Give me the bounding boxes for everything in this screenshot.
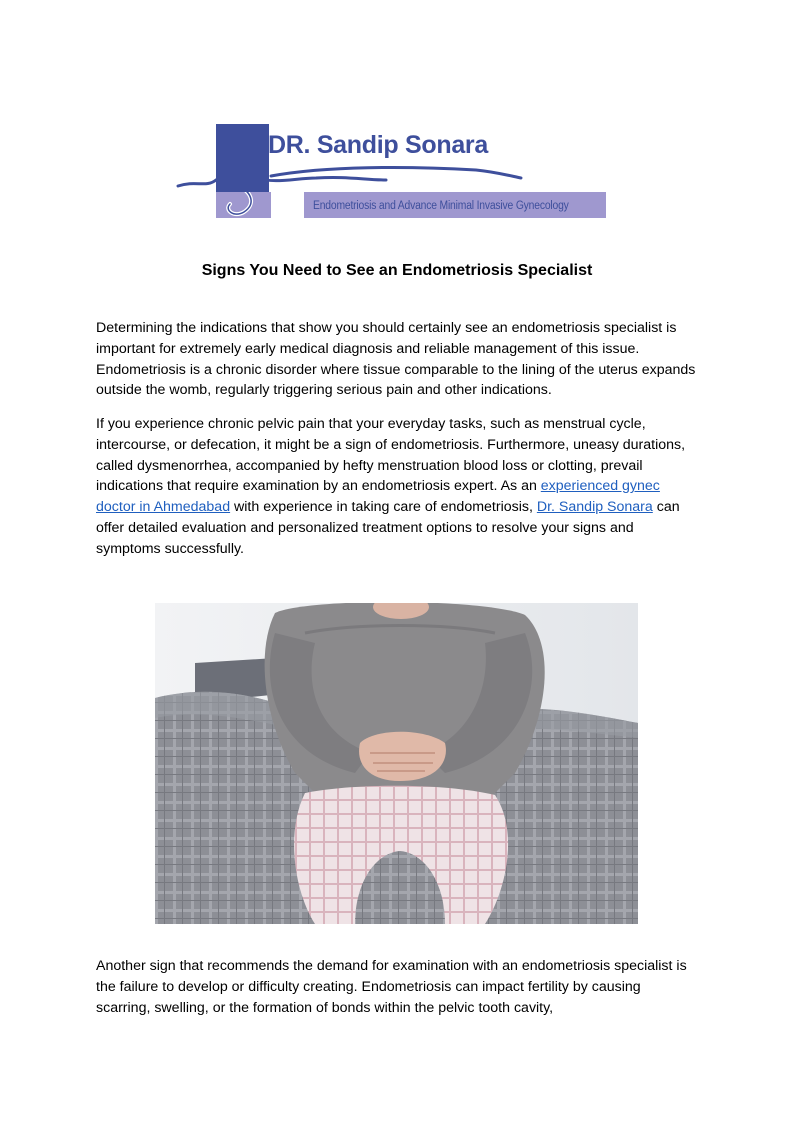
logo-dr: DR. xyxy=(268,131,311,159)
photo-illustration xyxy=(155,603,638,924)
paragraph-symptoms-text-2: with experience in taking care of endometriosis, xyxy=(230,499,537,516)
clinic-logo xyxy=(176,118,606,224)
gynec-doctor-link[interactable]: experienced gynec doctor in Ahmedabad xyxy=(96,478,660,516)
paragraph-symptoms-text-3: can offer detailed evaluation and personalized treatment options to resolve your signs and symptoms successfully. xyxy=(96,499,680,557)
logo-tagline: Endometriosis and Advance Minimal Invasive Gynecology xyxy=(313,200,569,212)
doctor-name-link[interactable]: Dr. Sandip Sonara xyxy=(536,499,653,516)
woman-abdominal-pain-photo xyxy=(155,603,638,924)
paragraph-fertility: Another sign that recommends the demand for examination with an endometriosis specialist is the failure to develop or difficulty creating. Endometriosis can impact fertility by causing scarring, swelling, or the formation of bonds within the pelvic tooth cavity, xyxy=(96,958,687,1016)
logo-block xyxy=(216,124,269,192)
article-title: Signs You Need to See an Endometriosis Specialist xyxy=(201,262,593,279)
paragraph-symptoms-text-1: If you experience chronic pelvic pain that your everyday tasks, such as menstrual cycle, intercourse, or defecation, it might be a sign of endometriosis. Furthermore, uneasy durations, called dysmenorrhea, accompanied by hefty menstruation blood loss or clotting, prevail indications that require examination by an endometriosis expert. As an xyxy=(96,416,686,495)
paragraph-symptoms xyxy=(96,414,696,560)
logo-name xyxy=(268,131,488,160)
paragraph-intro: Determining the indications that show you should certainly see an endometriosis specialist is important for extremely early medical diagnosis and reliable management of this issue. Endometriosis is a chronic disorder where tissue comparable to the lining of the uterus expands outside the womb, regularly triggering serious pain and other indications. xyxy=(96,320,696,399)
logo-doctor-name: Sandip Sonara xyxy=(316,131,488,159)
